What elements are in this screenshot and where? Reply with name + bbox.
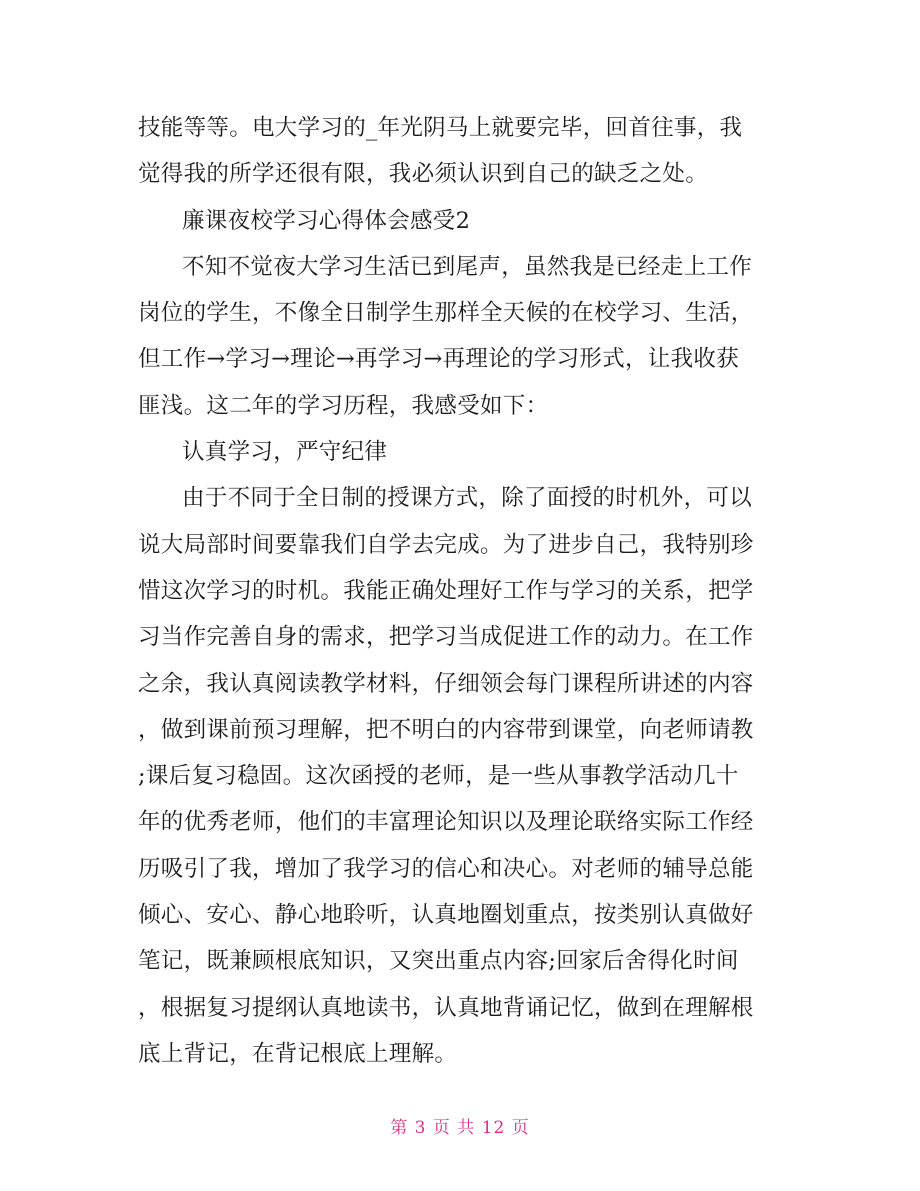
paragraph-start: 由于不同于全日制的授课方式，除了面授的时机外，可以 xyxy=(182,485,753,512)
text-line: 岗位的学生，不像全日制学生那样全天候的在校学习、生活， xyxy=(138,300,754,327)
text-line: 惜这次学习的时机。我能正确处理好工作与学习的关系，把学 xyxy=(138,577,754,604)
text-line: 习当作完善自身的需求，把学习当成促进工作的动力。在工作 xyxy=(138,624,754,651)
document-body xyxy=(138,105,788,1077)
text-line: 笔记，既兼顾根底知识，又突出重点内容;回家后舍得化时间 xyxy=(138,948,739,975)
text-line: 但工作→学习→理论→再学习→再理论的学习形式，让我收获 xyxy=(138,346,740,373)
text-line: ，根据复习提纲认真地读书，认真地背诵记忆，做到在理解根 xyxy=(138,994,754,1021)
section-heading: 廉课夜校学习心得体会感受2 xyxy=(182,207,471,234)
text-line: 历吸引了我，增加了我学习的信心和决心。对老师的辅导总能 xyxy=(138,855,754,882)
text-line: ;课后复习稳固。这次函授的老师，是一些从事教学活动几十 xyxy=(138,763,739,790)
text-line: 底上背记，在背记根底上理解。 xyxy=(138,1040,458,1067)
text-line: ，做到课前预习理解，把不明白的内容带到课堂，向老师请教 xyxy=(138,716,754,743)
paragraph-start: 不知不觉夜大学习生活已到尾声，虽然我是已经走上工作 xyxy=(182,253,753,280)
text-line: 匪浅。这二年的学习历程，我感受如下： xyxy=(138,392,549,419)
text-line: 技能等等。电大学习的_年光阴马上就要完毕，回首往事，我 xyxy=(138,115,743,141)
page-number-footer: 第 3 页 共 12 页 xyxy=(390,1118,530,1138)
text-line: 觉得我的所学还很有限，我必须认识到自己的缺乏之处。 xyxy=(138,161,709,188)
text-line: 倾心、安心、静心地聆听，认真地圈划重点，按类别认真做好 xyxy=(138,902,754,929)
subheading: 认真学习，严守纪律 xyxy=(182,439,388,466)
text-line: 之余，我认真阅读教学材料，仔细领会每门课程所讲述的内容 xyxy=(138,670,754,697)
text-line: 年的优秀老师，他们的丰富理论知识以及理论联络实际工作经 xyxy=(138,809,754,836)
text-line: 说大局部时间要靠我们自学去完成。为了进步自己，我特别珍 xyxy=(138,531,754,558)
